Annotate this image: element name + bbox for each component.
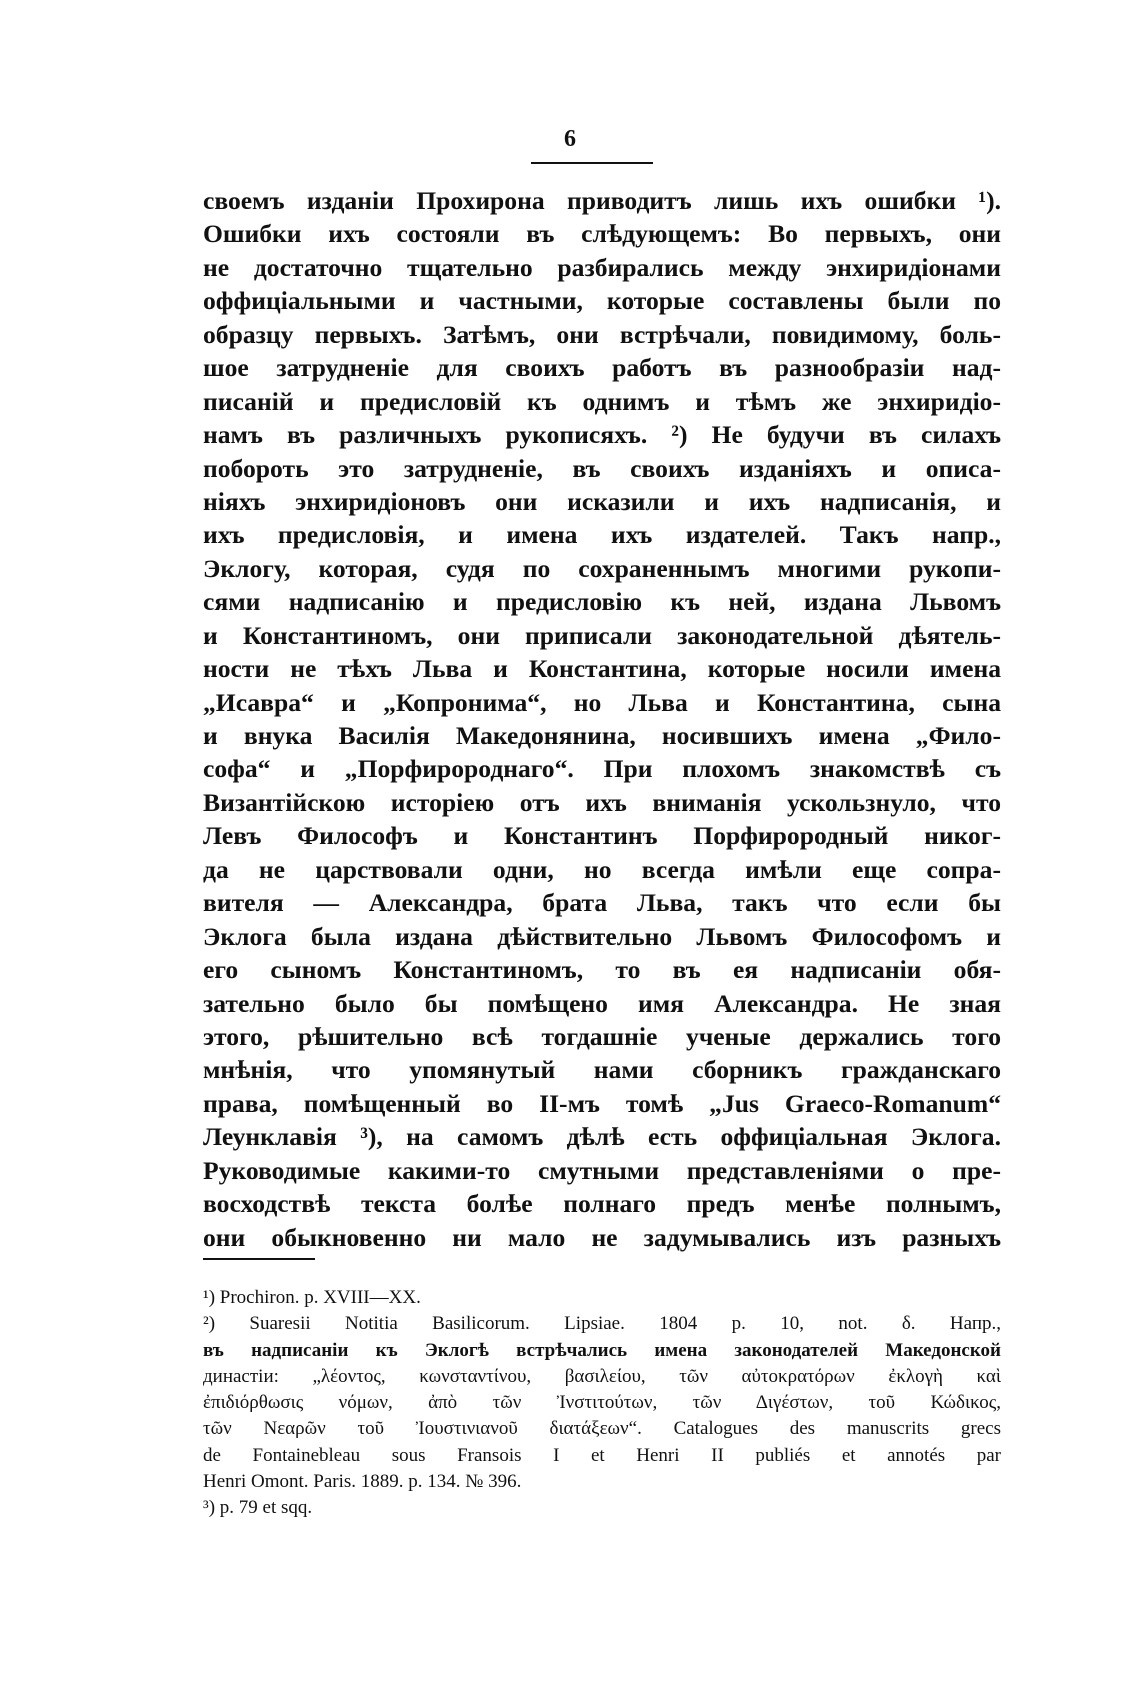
body-line: вителя — Александра, брата Льва, такъ что если бы [203, 888, 1001, 918]
body-line: мнѣнія, что упомянутый нами сборникъ гражданскаго [203, 1055, 1001, 1085]
body-line: Ошибки ихъ состояли въ слѣдующемъ: Во первыхъ, они [203, 219, 1001, 249]
body-line: „Исавра“ и „Копронима“, но Льва и Константина, сына [203, 687, 1001, 717]
body-line: Руководимые какими-то смутными представленіями о пре- [203, 1155, 1001, 1185]
body-line: побороть это затрудненіе, въ своихъ изданіяхъ и описа- [203, 453, 1001, 483]
footnote-line: de Fontainebleau sous Fransois I et Henri II publiés et annotés par [203, 1444, 1001, 1466]
body-line: Византійскою исторіею отъ ихъ вниманія ускользнуло, что [203, 787, 1001, 817]
body-line: Эклогу, которая, судя по сохраненнымъ многими рукопи- [203, 553, 1001, 583]
body-line: Левъ Философъ и Константинъ Порфирородный никог- [203, 821, 1001, 851]
footnote-line: династіи: „λέοντος, κωνσταντίνου, βασιλείου, τῶν αὐτοκρατόρων ἐκλογὴ καὶ [203, 1365, 1001, 1387]
body-line: образцу первыхъ. Затѣмъ, они встрѣчали, повидимому, боль- [203, 319, 1001, 349]
body-line: ніяхъ энхиридіоновъ они исказили и ихъ надписанія, и [203, 486, 1001, 516]
body-line: восходствѣ текста болѣе полнаго предъ менѣе полнымъ, [203, 1189, 1001, 1219]
body-line: писаній и предисловій къ однимъ и тѣмъ же энхиридіо- [203, 386, 1001, 416]
page-number-rule [531, 162, 653, 164]
footnote-line: Henri Omont. Paris. 1889. p. 134. № 396. [203, 1471, 522, 1493]
body-line: намъ въ различныхъ рукописяхъ. ²) Не будучи въ силахъ [203, 420, 1001, 450]
body-line: софа“ и „Порфиророднаго“. При плохомъ знакомствѣ съ [203, 754, 1001, 784]
footnote-line: ³) p. 79 et sqq. [203, 1497, 313, 1519]
body-line: и внука Василія Македонянина, носившихъ имена „Фило- [203, 721, 1001, 750]
body-line: сями надписанію и предисловію къ ней, издана Львомъ [203, 587, 1001, 617]
body-line: Эклога была издана дѣйствительно Львомъ Философомъ и [203, 921, 1001, 951]
footnote-line: ¹) Prochiron. p. XVIII—XX. [203, 1287, 421, 1308]
body-line: они обыкновенно ни мало не задумывались изъ разныхъ [203, 1222, 1001, 1252]
body-line: и Константиномъ, они приписали законодательной дѣятель- [203, 620, 1001, 650]
body-line: ихъ предисловія, и имена ихъ издателей. Такъ напр., [203, 520, 1001, 550]
footnote-line: ἐπιδιόρθωσις νόμων, ἀπὸ τῶν Ἰνστιτούτων, τῶν Διγέστων, τοῦ Κώδικος, [203, 1392, 1001, 1414]
footnote-line: въ надписаніи къ Эклогѣ встрѣчались имена законодателей Македонской [203, 1339, 1001, 1361]
footnote-rule [203, 1258, 315, 1260]
footnotes [203, 1285, 1001, 1522]
body-line: ности не тѣхъ Льва и Константина, которые носили имена [203, 654, 1001, 684]
body-line: Леунклавія ³), на самомъ дѣлѣ есть оффиціальная Эклога. [203, 1122, 1001, 1152]
body-text [203, 184, 1001, 1254]
body-line: шое затрудненіе для своихъ работъ въ разнообразіи над- [203, 353, 1001, 383]
footnote-line: ²) Suaresii Notitia Basilicorum. Lipsiae. 1804 p. 10, not. δ. Напр., [203, 1313, 1001, 1335]
body-line: этого, рѣшительно всѣ тогдашніе ученые держались того [203, 1021, 1001, 1051]
body-line: оффиціальными и частными, которые составлены были по [203, 286, 1001, 316]
footnote-line: τῶν Νεαρῶν τοῦ Ἰουστινιανοῦ διατάξεων“. Catalogues des manuscrits grecs [203, 1418, 1001, 1440]
body-line: не достаточно тщательно разбирались между энхиридіонами [203, 252, 1001, 282]
body-line: права, помѣщенный во II-мъ томѣ „Jus Graeco-Romanum“ [203, 1088, 1001, 1118]
body-line: да не царствовали одни, но всегда имѣли еще сопра- [203, 854, 1001, 884]
body-line: своемъ изданіи Прохирона приводитъ лишь ихъ ошибки ¹). [203, 186, 1001, 215]
body-line: его сыномъ Константиномъ, то въ ея надписаніи обя- [203, 955, 1001, 985]
page-number: 6 [564, 126, 576, 152]
body-line: зательно было бы помѣщено имя Александра. Не зная [203, 988, 1001, 1018]
